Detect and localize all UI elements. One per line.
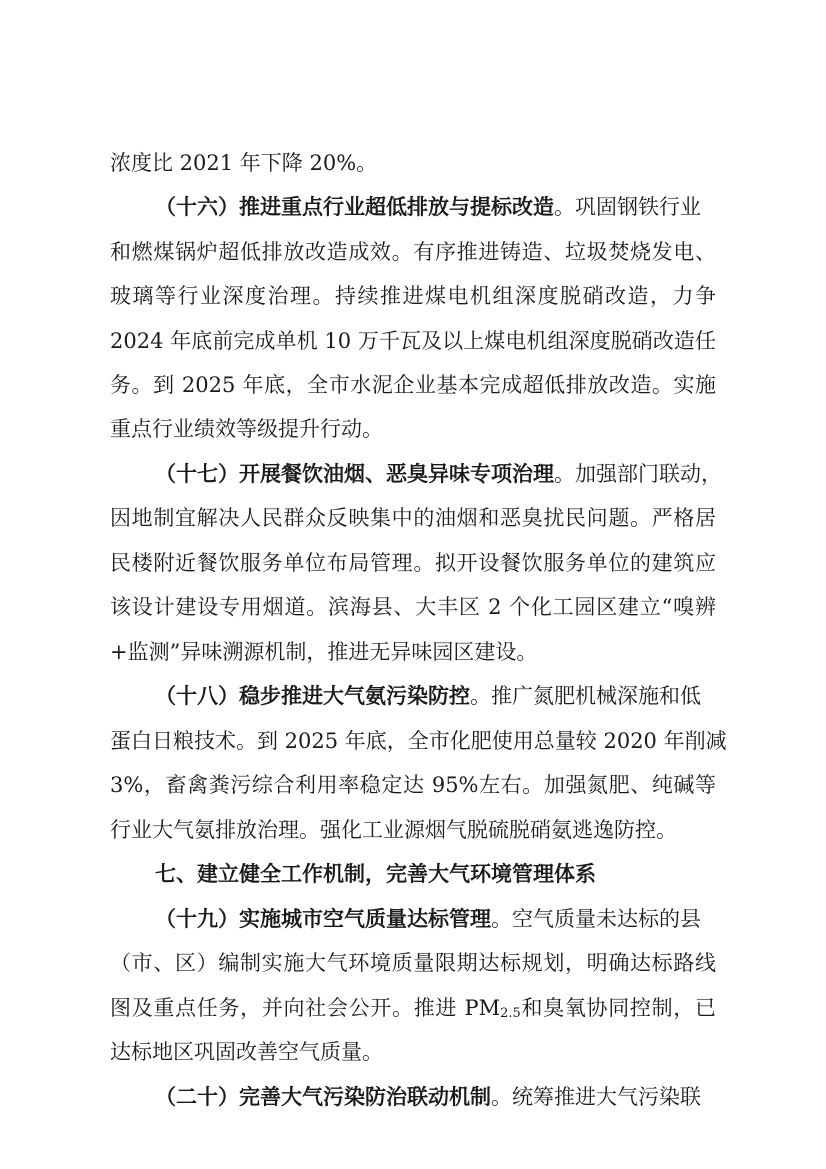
- text-line: 2024 年底前完成单机 10 万千瓦及以上煤电机组深度脱硝改造任: [110, 329, 716, 353]
- paragraph-17-text: 。加强部门联动，: [554, 462, 722, 486]
- paragraph-16-first-line: [155, 192, 716, 222]
- paragraph-19-first-line: [155, 904, 716, 934]
- text-line: 和燃煤锅炉超低排放改造成效。有序推进铸造、垃圾焚烧发电、: [110, 240, 716, 264]
- section-heading: 七、建立健全工作机制，完善大气环境管理体系: [155, 862, 596, 886]
- paragraph-19-text: 。空气质量未达标的县: [491, 907, 701, 931]
- text-line: 因地制宜解决人民群众反映集中的油烟和恶臭扰民问题。严格居: [110, 506, 716, 530]
- paragraph-16-title: （十六）推进重点行业超低排放与提标改造: [155, 194, 554, 219]
- text-line: 蛋白日粮技术。到 2025 年底，全市化肥使用总量较 2020 年削减: [110, 729, 727, 753]
- paragraph-20-title: （二十）完善大气污染防治联动机制: [155, 1084, 491, 1109]
- text-line: 务。到 2025 年底，全市水泥企业基本完成超低排放改造。实施: [110, 373, 716, 397]
- text-line: 行业大气氨排放治理。强化工业源烟气脱硫脱硝氨逃逸防控。: [110, 818, 677, 842]
- subscript: 2.5: [500, 1006, 521, 1021]
- paragraph-16-text: 。巩固钢铁行业: [554, 195, 701, 219]
- text-line: 达标地区巩固改善空气质量。: [110, 1040, 383, 1064]
- paragraph-18-text: 。推广氮肥机械深施和低: [470, 684, 701, 708]
- text-line: [110, 993, 716, 1023]
- paragraph-20-text: 。统筹推进大气污染联: [491, 1085, 701, 1109]
- text-line: 玻璃等行业深度治理。持续推进煤电机组深度脱硝改造，力争: [110, 284, 716, 308]
- text-segment: 和臭氧协同控制，已: [520, 996, 716, 1020]
- text-line: 该设计建设专用烟道。滨海县、大丰区 2 个化工园区建立“嗅辨: [110, 595, 716, 619]
- paragraph-17-first-line: [155, 459, 722, 489]
- text-line: +监测”异味溯源机制，推进无异味园区建设。: [110, 640, 538, 664]
- text-line: 3%，畜禽粪污综合利用率稳定达 95%左右。加强氮肥、纯碱等: [110, 773, 716, 797]
- text-segment: 图及重点任务，并向社会公开。推进 PM: [110, 996, 501, 1020]
- paragraph-18-first-line: [155, 681, 716, 711]
- text-line: 重点行业绩效等级提升行动。: [110, 417, 383, 441]
- paragraph-17-title: （十七）开展餐饮油烟、恶臭异味专项治理: [155, 461, 554, 486]
- paragraph-20-first-line: [155, 1082, 716, 1112]
- text-line: （市、区）编制实施大气环境质量限期达标规划，明确达标路线: [110, 951, 716, 975]
- text-line: 民楼附近餐饮服务单位布局管理。拟开设餐饮服务单位的建筑应: [110, 551, 716, 575]
- text-line: 浓度比 2021 年下降 20%。: [110, 151, 378, 175]
- paragraph-18-title: （十八）稳步推进大气氨污染防控: [155, 683, 470, 708]
- paragraph-19-title: （十九）实施城市空气质量达标管理: [155, 906, 491, 931]
